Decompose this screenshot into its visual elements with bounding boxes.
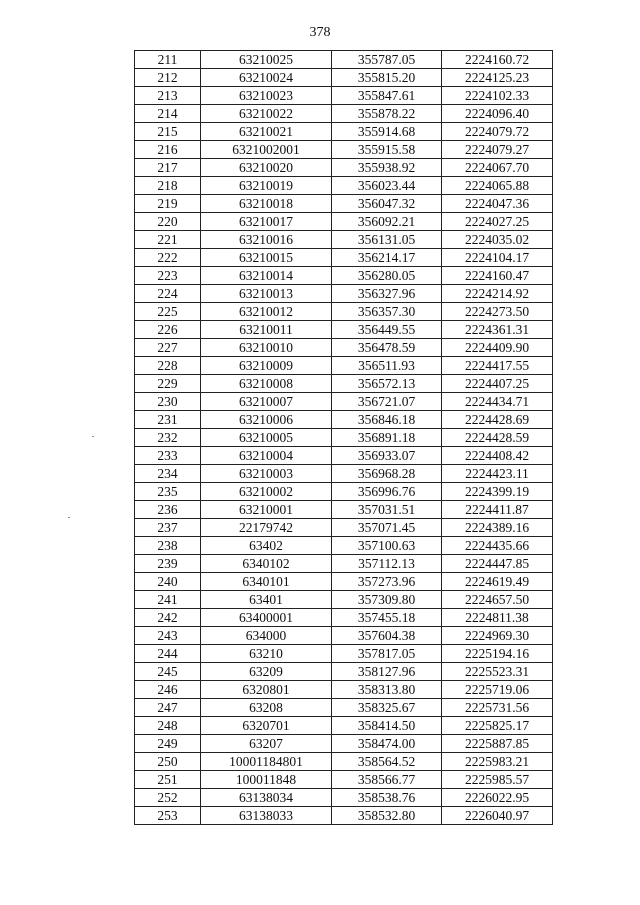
point-id-cell: 63210015 [201, 249, 332, 267]
x-coordinate-cell: 356047.32 [332, 195, 442, 213]
y-coordinate-cell: 2226022.95 [442, 789, 553, 807]
point-number-cell: 251 [135, 771, 201, 789]
point-number-cell: 235 [135, 483, 201, 501]
y-coordinate-cell: 2224079.27 [442, 141, 553, 159]
x-coordinate-cell: 356572.13 [332, 375, 442, 393]
table-row [135, 195, 553, 213]
point-number-cell: 220 [135, 213, 201, 231]
point-id-cell: 63210008 [201, 375, 332, 393]
x-coordinate-cell: 358532.80 [332, 807, 442, 825]
x-coordinate-cell: 357273.96 [332, 573, 442, 591]
y-coordinate-cell: 2224811.38 [442, 609, 553, 627]
point-number-cell: 249 [135, 735, 201, 753]
point-number-cell: 224 [135, 285, 201, 303]
y-coordinate-cell: 2226040.97 [442, 807, 553, 825]
point-id-cell: 63210014 [201, 267, 332, 285]
table-row [135, 267, 553, 285]
point-number-cell: 213 [135, 87, 201, 105]
table-row [135, 321, 553, 339]
table-row [135, 303, 553, 321]
table-row [135, 141, 553, 159]
point-id-cell: 63209 [201, 663, 332, 681]
table-row [135, 87, 553, 105]
table-row [135, 51, 553, 69]
x-coordinate-cell: 358313.80 [332, 681, 442, 699]
y-coordinate-cell: 2224065.88 [442, 177, 553, 195]
x-coordinate-cell: 355847.61 [332, 87, 442, 105]
y-coordinate-cell: 2224160.47 [442, 267, 553, 285]
x-coordinate-cell: 357817.05 [332, 645, 442, 663]
table-row [135, 375, 553, 393]
page-number: 378 [309, 25, 331, 40]
y-coordinate-cell: 2224273.50 [442, 303, 553, 321]
y-coordinate-cell: 2225523.31 [442, 663, 553, 681]
table-row [135, 213, 553, 231]
x-coordinate-cell: 356996.76 [332, 483, 442, 501]
y-coordinate-cell: 2225983.21 [442, 753, 553, 771]
point-id-cell: 63210010 [201, 339, 332, 357]
table-row [135, 429, 553, 447]
x-coordinate-cell: 355914.68 [332, 123, 442, 141]
y-coordinate-cell: 2224417.55 [442, 357, 553, 375]
point-id-cell: 63210001 [201, 501, 332, 519]
x-coordinate-cell: 358474.00 [332, 735, 442, 753]
x-coordinate-cell: 355915.58 [332, 141, 442, 159]
x-coordinate-cell: 357604.38 [332, 627, 442, 645]
point-number-cell: 214 [135, 105, 201, 123]
point-id-cell: 63210003 [201, 465, 332, 483]
point-number-cell: 243 [135, 627, 201, 645]
point-number-cell: 223 [135, 267, 201, 285]
table-row [135, 159, 553, 177]
x-coordinate-cell: 358538.76 [332, 789, 442, 807]
y-coordinate-cell: 2224361.31 [442, 321, 553, 339]
table-row [135, 339, 553, 357]
y-coordinate-cell: 2224423.11 [442, 465, 553, 483]
point-id-cell: 63210009 [201, 357, 332, 375]
table-row [135, 537, 553, 555]
table-row [135, 717, 553, 735]
table-row [135, 753, 553, 771]
point-id-cell: 63400001 [201, 609, 332, 627]
point-id-cell: 63210019 [201, 177, 332, 195]
point-number-cell: 216 [135, 141, 201, 159]
y-coordinate-cell: 2224047.36 [442, 195, 553, 213]
point-number-cell: 239 [135, 555, 201, 573]
y-coordinate-cell: 2224407.25 [442, 375, 553, 393]
point-number-cell: 228 [135, 357, 201, 375]
x-coordinate-cell: 358127.96 [332, 663, 442, 681]
point-number-cell: 247 [135, 699, 201, 717]
y-coordinate-cell: 2224411.87 [442, 501, 553, 519]
point-id-cell: 6340101 [201, 573, 332, 591]
x-coordinate-cell: 356327.96 [332, 285, 442, 303]
x-coordinate-cell: 356023.44 [332, 177, 442, 195]
x-coordinate-cell: 356131.05 [332, 231, 442, 249]
y-coordinate-cell: 2224027.25 [442, 213, 553, 231]
point-number-cell: 222 [135, 249, 201, 267]
x-coordinate-cell: 356891.18 [332, 429, 442, 447]
table-row [135, 483, 553, 501]
point-number-cell: 225 [135, 303, 201, 321]
table-row [135, 231, 553, 249]
point-id-cell: 63210021 [201, 123, 332, 141]
x-coordinate-cell: 356721.07 [332, 393, 442, 411]
y-coordinate-cell: 2224102.33 [442, 87, 553, 105]
point-number-cell: 241 [135, 591, 201, 609]
point-id-cell: 63210005 [201, 429, 332, 447]
table-row [135, 501, 553, 519]
point-number-cell: 221 [135, 231, 201, 249]
y-coordinate-cell: 2225719.06 [442, 681, 553, 699]
table-row [135, 465, 553, 483]
table-row [135, 591, 553, 609]
point-id-cell: 63402 [201, 537, 332, 555]
point-number-cell: 253 [135, 807, 201, 825]
y-coordinate-cell: 2224619.49 [442, 573, 553, 591]
scan-speck [92, 436, 94, 437]
point-id-cell: 63210024 [201, 69, 332, 87]
point-id-cell: 63138034 [201, 789, 332, 807]
point-number-cell: 226 [135, 321, 201, 339]
table-row [135, 573, 553, 591]
y-coordinate-cell: 2224389.16 [442, 519, 553, 537]
y-coordinate-cell: 2225825.17 [442, 717, 553, 735]
y-coordinate-cell: 2224409.90 [442, 339, 553, 357]
y-coordinate-cell: 2224428.59 [442, 429, 553, 447]
x-coordinate-cell: 355938.92 [332, 159, 442, 177]
table-row [135, 249, 553, 267]
x-coordinate-cell: 358414.50 [332, 717, 442, 735]
point-number-cell: 245 [135, 663, 201, 681]
point-number-cell: 230 [135, 393, 201, 411]
y-coordinate-cell: 2224096.40 [442, 105, 553, 123]
point-id-cell: 63138033 [201, 807, 332, 825]
y-coordinate-cell: 2225731.56 [442, 699, 553, 717]
x-coordinate-cell: 356478.59 [332, 339, 442, 357]
point-id-cell: 63210006 [201, 411, 332, 429]
table-row [135, 789, 553, 807]
point-id-cell: 634000 [201, 627, 332, 645]
x-coordinate-cell: 357112.13 [332, 555, 442, 573]
y-coordinate-cell: 2224214.92 [442, 285, 553, 303]
point-id-cell: 22179742 [201, 519, 332, 537]
point-number-cell: 231 [135, 411, 201, 429]
x-coordinate-cell: 357031.51 [332, 501, 442, 519]
point-number-cell: 248 [135, 717, 201, 735]
x-coordinate-cell: 356280.05 [332, 267, 442, 285]
x-coordinate-cell: 356449.55 [332, 321, 442, 339]
point-number-cell: 227 [135, 339, 201, 357]
point-id-cell: 63208 [201, 699, 332, 717]
point-number-cell: 250 [135, 753, 201, 771]
point-id-cell: 63210012 [201, 303, 332, 321]
y-coordinate-cell: 2224657.50 [442, 591, 553, 609]
table-row [135, 645, 553, 663]
scan-speck [68, 517, 70, 518]
table-row [135, 177, 553, 195]
x-coordinate-cell: 356214.17 [332, 249, 442, 267]
x-coordinate-cell: 356846.18 [332, 411, 442, 429]
point-id-cell: 63207 [201, 735, 332, 753]
point-id-cell: 63210020 [201, 159, 332, 177]
table-row [135, 771, 553, 789]
x-coordinate-cell: 355878.22 [332, 105, 442, 123]
point-number-cell: 217 [135, 159, 201, 177]
point-id-cell: 100011848 [201, 771, 332, 789]
point-id-cell: 63210016 [201, 231, 332, 249]
x-coordinate-cell: 357455.18 [332, 609, 442, 627]
point-id-cell: 6340102 [201, 555, 332, 573]
point-id-cell: 63210023 [201, 87, 332, 105]
point-id-cell: 63210004 [201, 447, 332, 465]
x-coordinate-cell: 358566.77 [332, 771, 442, 789]
point-number-cell: 234 [135, 465, 201, 483]
table-row [135, 411, 553, 429]
y-coordinate-cell: 2224035.02 [442, 231, 553, 249]
y-coordinate-cell: 2224079.72 [442, 123, 553, 141]
y-coordinate-cell: 2224125.23 [442, 69, 553, 87]
coordinates-table [134, 50, 553, 825]
table-row [135, 105, 553, 123]
point-id-cell: 63210013 [201, 285, 332, 303]
point-number-cell: 211 [135, 51, 201, 69]
point-number-cell: 229 [135, 375, 201, 393]
point-number-cell: 240 [135, 573, 201, 591]
table-row [135, 357, 553, 375]
point-number-cell: 219 [135, 195, 201, 213]
y-coordinate-cell: 2224399.19 [442, 483, 553, 501]
y-coordinate-cell: 2224447.85 [442, 555, 553, 573]
point-number-cell: 236 [135, 501, 201, 519]
x-coordinate-cell: 356092.21 [332, 213, 442, 231]
x-coordinate-cell: 357071.45 [332, 519, 442, 537]
y-coordinate-cell: 2224408.42 [442, 447, 553, 465]
x-coordinate-cell: 356511.93 [332, 357, 442, 375]
table-row [135, 663, 553, 681]
point-number-cell: 215 [135, 123, 201, 141]
y-coordinate-cell: 2224104.17 [442, 249, 553, 267]
table-row [135, 699, 553, 717]
y-coordinate-cell: 2225194.16 [442, 645, 553, 663]
table-row [135, 285, 553, 303]
y-coordinate-cell: 2224428.69 [442, 411, 553, 429]
y-coordinate-cell: 2224435.66 [442, 537, 553, 555]
point-number-cell: 246 [135, 681, 201, 699]
point-number-cell: 244 [135, 645, 201, 663]
point-number-cell: 233 [135, 447, 201, 465]
table-row [135, 807, 553, 825]
x-coordinate-cell: 357100.63 [332, 537, 442, 555]
y-coordinate-cell: 2224434.71 [442, 393, 553, 411]
y-coordinate-cell: 2224969.30 [442, 627, 553, 645]
y-coordinate-cell: 2225887.85 [442, 735, 553, 753]
table-row [135, 123, 553, 141]
table-row [135, 555, 553, 573]
table-row [135, 735, 553, 753]
x-coordinate-cell: 356968.28 [332, 465, 442, 483]
table-row [135, 627, 553, 645]
point-number-cell: 242 [135, 609, 201, 627]
point-number-cell: 237 [135, 519, 201, 537]
y-coordinate-cell: 2224160.72 [442, 51, 553, 69]
point-id-cell: 63210025 [201, 51, 332, 69]
point-id-cell: 63210002 [201, 483, 332, 501]
point-id-cell: 10001184801 [201, 753, 332, 771]
x-coordinate-cell: 355787.05 [332, 51, 442, 69]
table-row [135, 681, 553, 699]
point-number-cell: 252 [135, 789, 201, 807]
point-id-cell: 63210022 [201, 105, 332, 123]
x-coordinate-cell: 358325.67 [332, 699, 442, 717]
table-row [135, 69, 553, 87]
point-id-cell: 63401 [201, 591, 332, 609]
point-id-cell: 6320801 [201, 681, 332, 699]
x-coordinate-cell: 355815.20 [332, 69, 442, 87]
x-coordinate-cell: 356357.30 [332, 303, 442, 321]
x-coordinate-cell: 357309.80 [332, 591, 442, 609]
table-row [135, 393, 553, 411]
point-id-cell: 63210011 [201, 321, 332, 339]
y-coordinate-cell: 2224067.70 [442, 159, 553, 177]
point-id-cell: 63210 [201, 645, 332, 663]
table-row [135, 519, 553, 537]
y-coordinate-cell: 2225985.57 [442, 771, 553, 789]
point-id-cell: 6321002001 [201, 141, 332, 159]
point-number-cell: 232 [135, 429, 201, 447]
point-number-cell: 212 [135, 69, 201, 87]
point-id-cell: 63210007 [201, 393, 332, 411]
point-id-cell: 63210018 [201, 195, 332, 213]
point-number-cell: 218 [135, 177, 201, 195]
point-id-cell: 6320701 [201, 717, 332, 735]
x-coordinate-cell: 358564.52 [332, 753, 442, 771]
point-number-cell: 238 [135, 537, 201, 555]
point-id-cell: 63210017 [201, 213, 332, 231]
x-coordinate-cell: 356933.07 [332, 447, 442, 465]
table-row [135, 447, 553, 465]
coordinates-table-body [135, 51, 553, 825]
table-row [135, 609, 553, 627]
